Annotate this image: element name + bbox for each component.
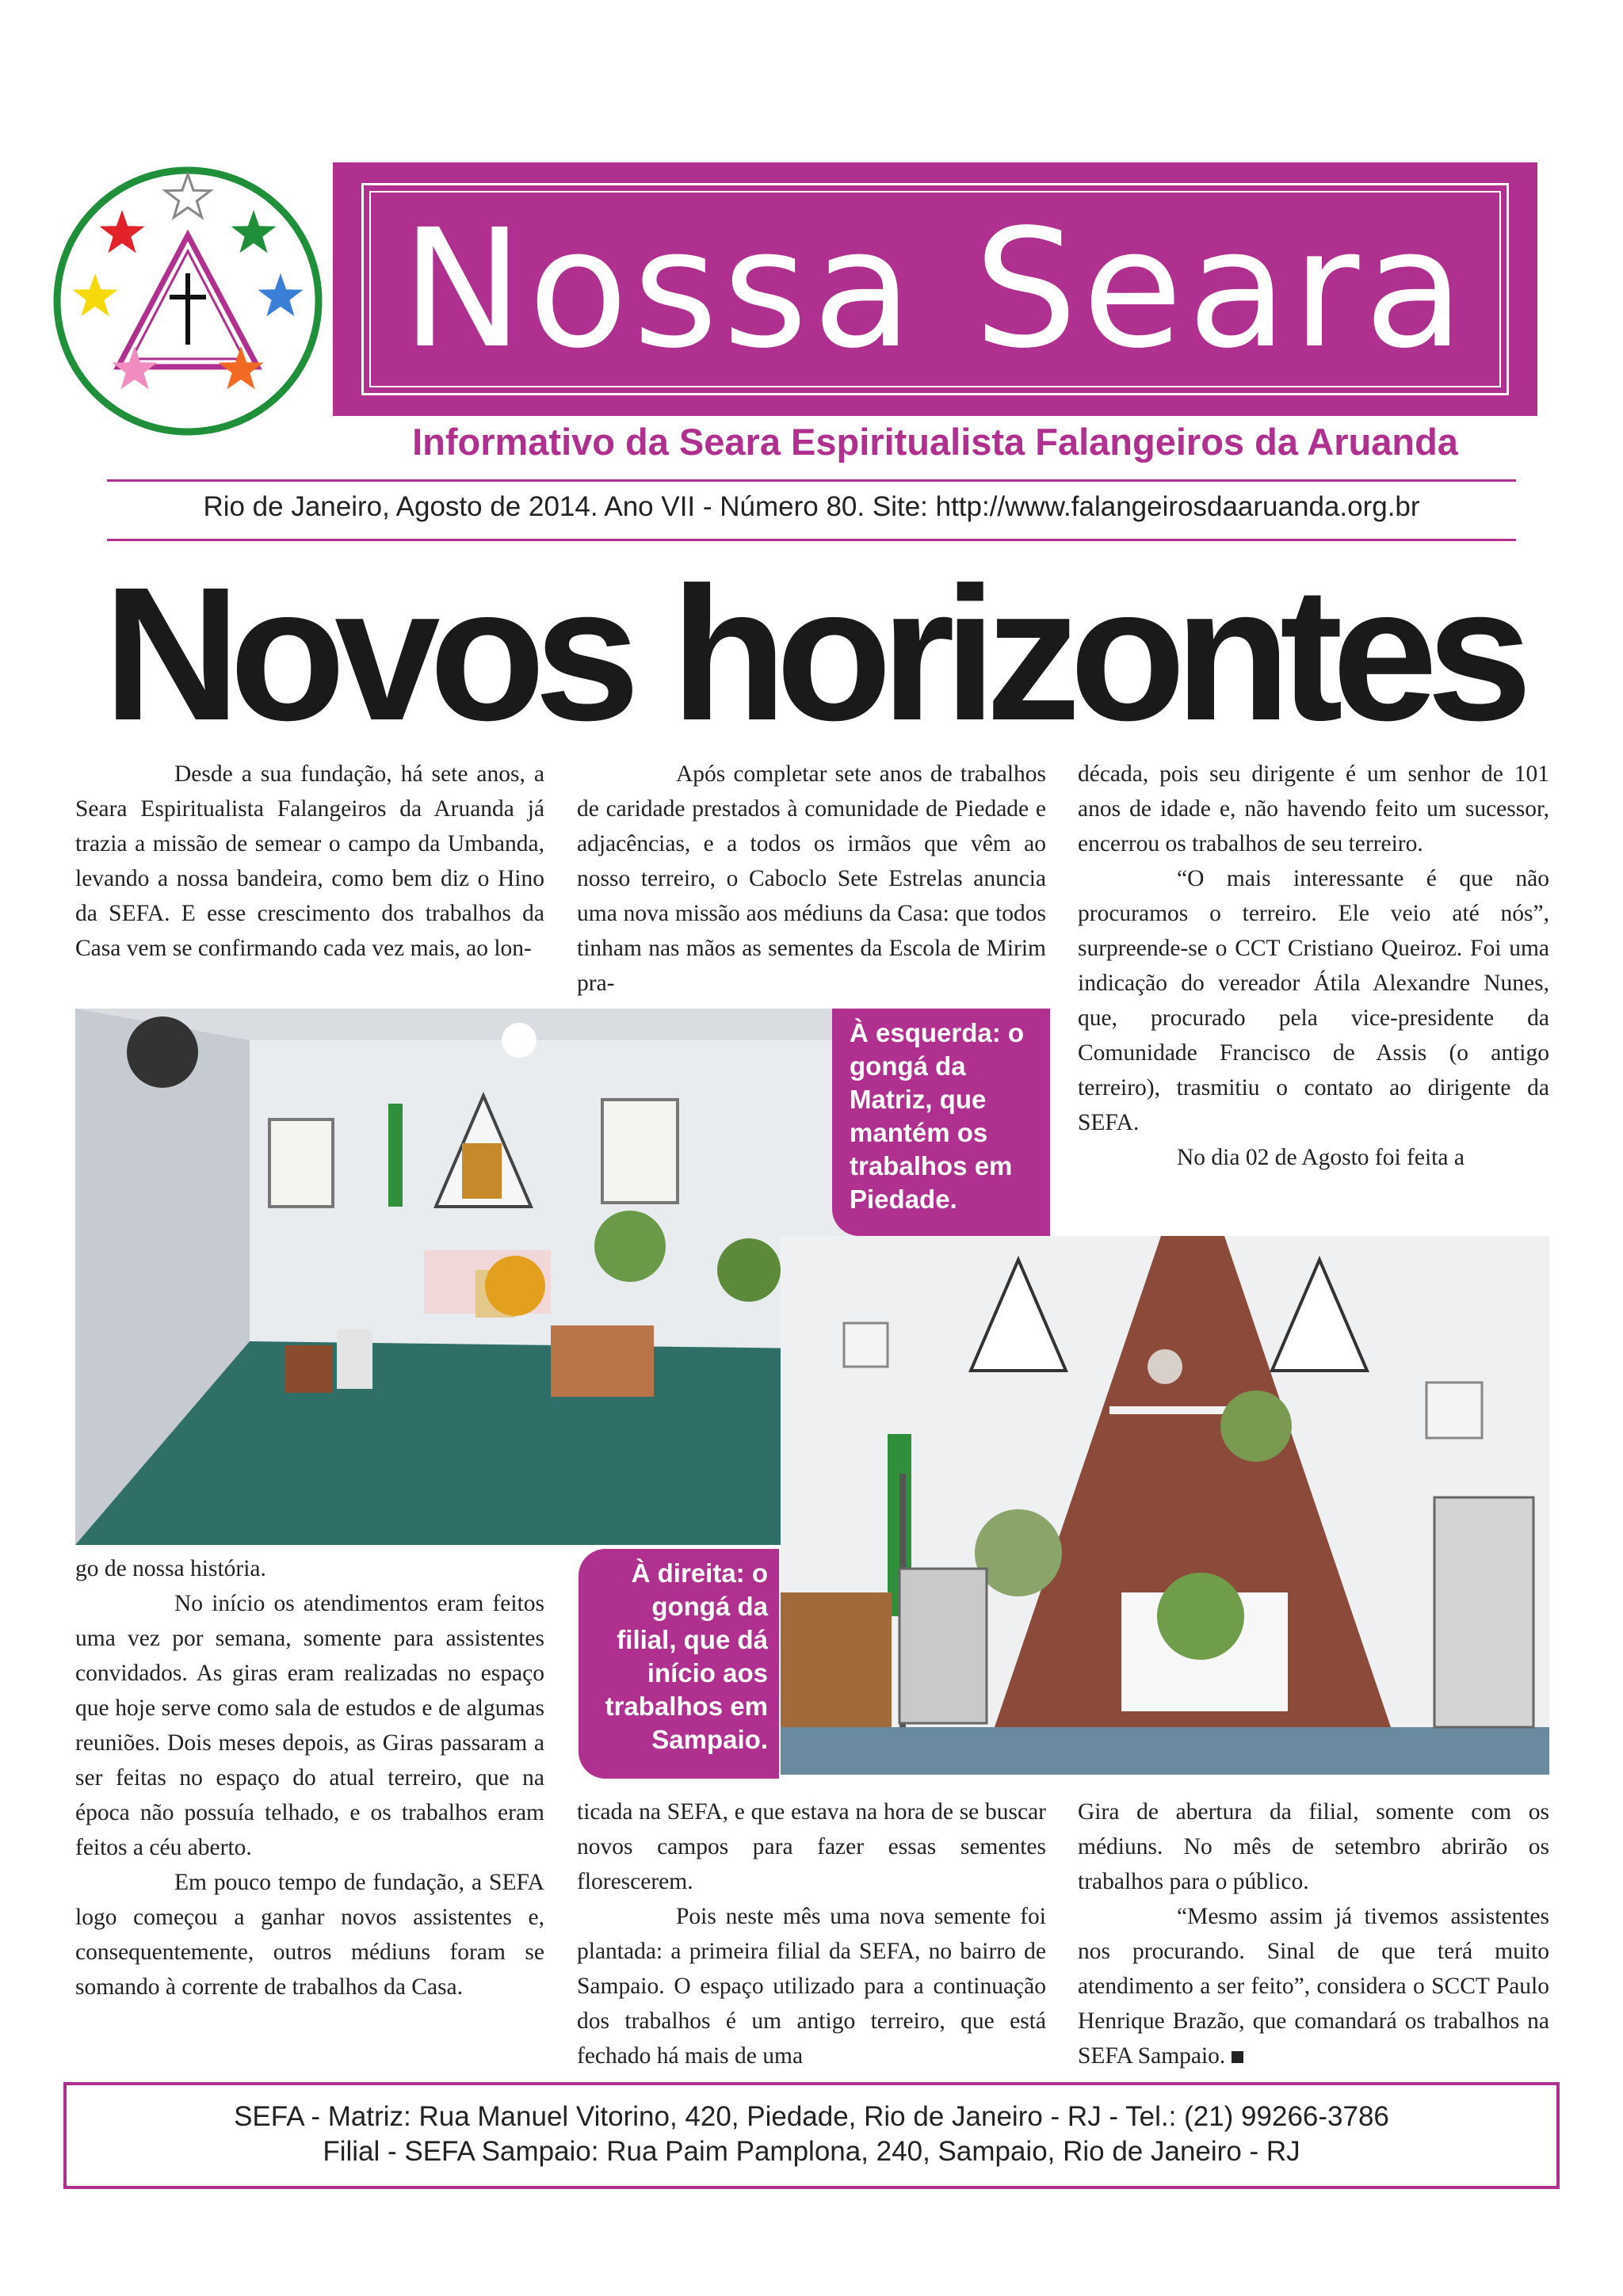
photo-filial-altar bbox=[781, 1236, 1549, 1775]
photo-matriz-altar bbox=[75, 1009, 872, 1545]
paragraph: Desde a sua fundação, há sete anos, a Seara Espiritualista Falangeiros da Aruanda já trazia a missão de semear o campo da Umbanda, levando a nossa bandeira, como bem diz o Hino da SEFA. E esse crescimento dos trabalhos da Casa vem se confirmando cada vez mais, ao lon- bbox=[75, 761, 544, 961]
column-3-top bbox=[1078, 757, 1549, 1175]
paragraph: No início os atendimentos eram feitos uma vez por semana, somente para assistentes convidados. As giras eram realizadas no espaço que hoje serve como sala de estudos e de algumas reuniões. Dois meses depois, as Giras passaram a ser feitas no espaço do atual terreiro, que na época não possuía telhado, e os trabalhos eram feitos a céu aberto. bbox=[75, 1591, 544, 1860]
column-1-top bbox=[75, 757, 544, 966]
masthead-banner bbox=[333, 162, 1537, 416]
column-2-top bbox=[577, 757, 1046, 1001]
end-mark-icon bbox=[1232, 2051, 1243, 2063]
caption-right: À direita: o gongá da filial, que dá início aos trabalhos em Sampaio. bbox=[579, 1549, 779, 1779]
paragraph bbox=[1078, 1899, 1549, 2073]
paragraph: década, pois seu dirigente é um senhor de 101 anos de idade e, não havendo feito um sucessor, encerrou os trabalhos de seu terreiro. bbox=[1078, 761, 1549, 856]
newspaper-subtitle: Informativo da Seara Espiritualista Falangeiros da Aruanda bbox=[412, 421, 1458, 463]
paragraph: Em pouco tempo de fundação, a SEFA logo começou a ganhar novos assistentes e, consequentemente, outros médiuns foram se somando à corrente de trabalhos da Casa. bbox=[75, 1870, 544, 2000]
footer-line-filial: Filial - SEFA Sampaio: Rua Paim Pamplona, 240, Sampaio, Rio de Janeiro - RJ bbox=[323, 2136, 1300, 2167]
paragraph: Após completar sete anos de trabalhos de caridade prestados à comunidade de Piedade e adjacências, e a todos os irmãos que vêm ao nosso terreiro, o Caboclo Sete Estrelas anuncia uma nova missão aos médiuns da Casa: que todos tinham nas mãos as sementes da Escola de Mirim pra- bbox=[577, 761, 1046, 996]
footer-address-box bbox=[63, 2082, 1560, 2189]
paragraph: “O mais interessante é que não procuramos o terreiro. Ele veio até nós”, surpreende-se o CCT Cristiano Queiroz. Foi uma indicação do vereador Átila Alexandre Nunes, que, procurado pela vice-presidente da Comunidade Francisco de Assis (o antigo terreiro), trasmitiu o contato ao dirigente da SEFA. bbox=[1078, 866, 1549, 1135]
paragraph: go de nossa história. bbox=[75, 1556, 266, 1581]
article-headline: Novos horizontes bbox=[103, 547, 1522, 760]
caption-left: À esquerda: o gongá da Matriz, que mantém os trabalhos em Piedade. bbox=[832, 1009, 1050, 1236]
sefa-logo-icon bbox=[49, 162, 327, 440]
paragraph: No dia 02 de Agosto foi feita a bbox=[1177, 1145, 1465, 1170]
footer-line-matriz: SEFA - Matriz: Rua Manuel Vitorino, 420, Piedade, Rio de Janeiro - RJ - Tel.: (21) 99266-3786 bbox=[234, 2101, 1389, 2132]
paragraph: Pois neste mês uma nova semente foi plantada: a primeira filial da SEFA, no bairro de Sampaio. O espaço utilizado para a continuação dos trabalhos é um antigo terreiro, que está fechado há mais de uma bbox=[577, 1904, 1046, 2069]
column-2-bottom bbox=[577, 1794, 1046, 2073]
paragraph: Gira de abertura da filial, somente com os médiuns. No mês de setembro abrirão os trabalhos para o público. bbox=[1078, 1799, 1549, 1894]
paragraph-text: “Mesmo assim já tivemos assistentes nos procurando. Sinal de que terá muito atendimento a ser feito”, considera o SCCT Paulo Henrique Brazão, que comandará os trabalhos na SEFA Sampaio. bbox=[1078, 1904, 1549, 2069]
column-3-bottom bbox=[1078, 1794, 1549, 2073]
divider-bottom bbox=[107, 539, 1516, 541]
paragraph: ticada na SEFA, e que estava na hora de se buscar novos campos para fazer essas sementes florescerem. bbox=[577, 1799, 1046, 1894]
column-1-bottom bbox=[75, 1551, 544, 2004]
newspaper-title: Nossa Seara bbox=[401, 194, 1469, 384]
issue-info: Rio de Janeiro, Agosto de 2014. Ano VII - Número 80. Site: http://www.falangeirosdaaruanda.org.br bbox=[203, 491, 1420, 522]
divider-top bbox=[107, 479, 1516, 482]
